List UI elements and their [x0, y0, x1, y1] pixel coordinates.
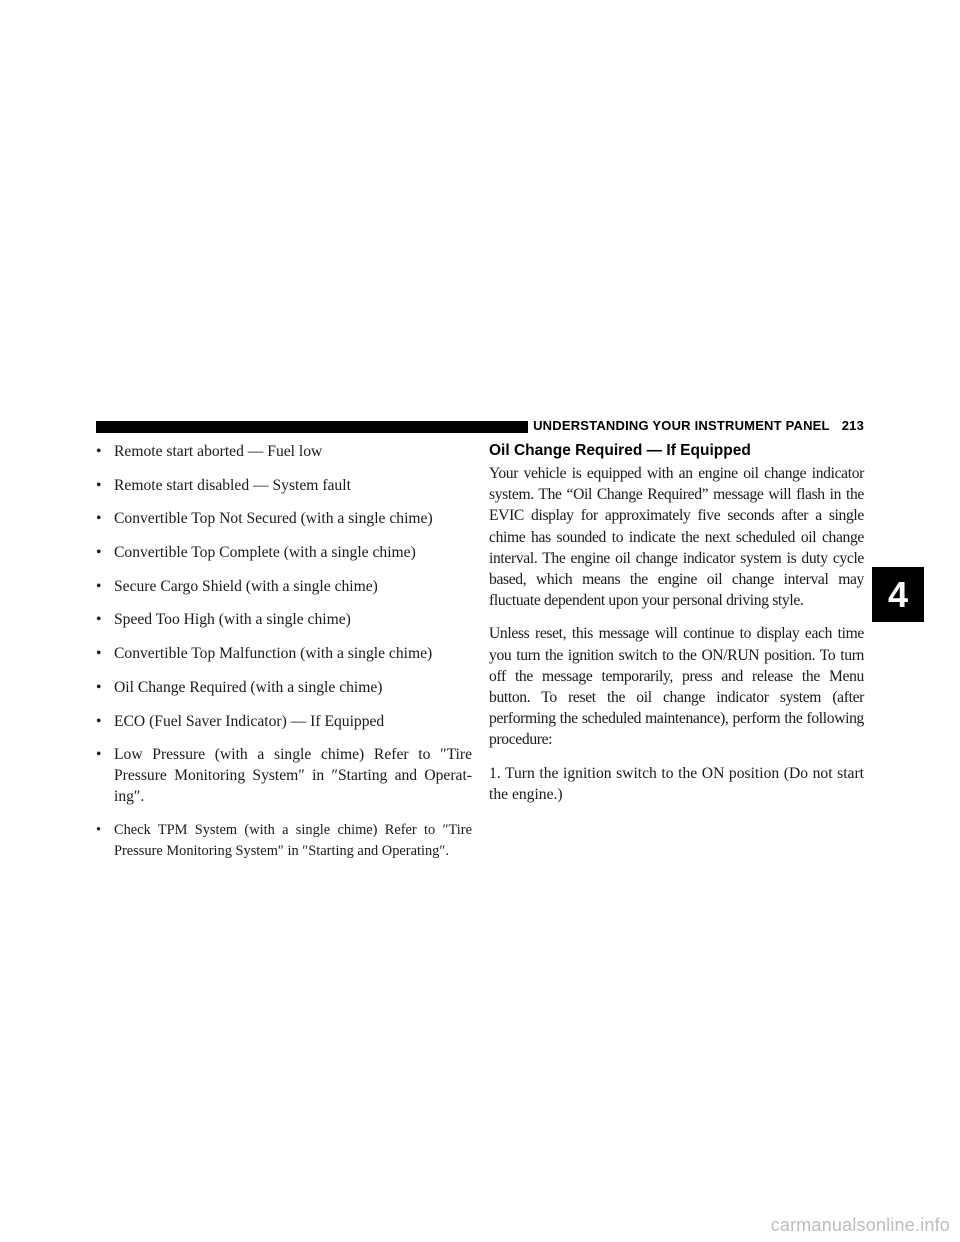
list-item — [96, 609, 472, 630]
list-item-text: Speed Too High (with a single chime) — [114, 611, 351, 629]
oil-change-section — [489, 441, 864, 817]
procedure-step: 1. Turn the ignition switch to the ON position (Do not start the engine.) — [489, 764, 864, 803]
list-item-text: Remote start disabled — System fault — [114, 476, 351, 494]
list-item — [96, 576, 472, 597]
list-item-text: Low Pressure (with a single chime) Refer to ″Tire Pressure Monitoring System″ in ″Starting and Operating″. — [114, 746, 472, 806]
list-item — [96, 542, 472, 563]
bullet-icon: • — [96, 443, 102, 460]
list-item — [96, 508, 472, 529]
list-item — [96, 744, 472, 807]
message-list — [96, 441, 472, 862]
list-item-text: Convertible Top Malfunction (with a single chime) — [114, 645, 433, 663]
bullet-icon: • — [96, 577, 102, 595]
list-item-text: Remote start aborted — Fuel low — [114, 443, 323, 460]
list-item — [96, 475, 472, 496]
bullet-icon: • — [96, 678, 102, 696]
header-rule — [96, 421, 528, 433]
bullet-icon: • — [96, 544, 102, 562]
list-item-text: Oil Change Required (with a single chime) — [114, 678, 383, 696]
bullet-icon: • — [96, 712, 102, 730]
list-item-text: Convertible Top Not Secured (with a single chime) — [114, 510, 433, 528]
list-item — [96, 820, 472, 862]
chapter-tab: 4 — [872, 567, 924, 622]
running-header — [533, 418, 864, 433]
body-paragraph: Unless reset, this message will continue to display each time you turn the ignition switch to the ON/RUN position. To turn off the message temporarily, press and release the Menu button. To reset the oil change indicator system (after performing the scheduled maintenance), perform the following procedure: — [489, 625, 864, 749]
bullet-icon: • — [96, 746, 102, 764]
page-number: 213 — [841, 418, 864, 433]
message-list-column — [96, 441, 472, 875]
bullet-icon: • — [96, 645, 102, 663]
watermark: carmanualsonline.info — [770, 1215, 950, 1235]
bullet-icon: • — [96, 611, 102, 629]
list-item — [96, 711, 472, 732]
list-item-text: Secure Cargo Shield (with a single chime) — [114, 577, 378, 595]
bullet-icon: • — [96, 476, 102, 494]
section-heading: Oil Change Required — If Equipped — [489, 442, 751, 459]
list-item-text: Check TPM System (with a single chime) Refer to ″Tire Pressure Monitoring System″ in ″Starting and Operating″. — [114, 821, 472, 859]
list-item — [96, 441, 472, 462]
bullet-icon: • — [96, 510, 102, 528]
bullet-icon: • — [96, 821, 102, 838]
list-item — [96, 643, 472, 664]
body-paragraph: Your vehicle is equipped with an engine oil change indicator system. The “Oil Change Required” message will flash in the EVIC display for approximately five seconds after a single chime has sounded to indicate the next scheduled oil change interval. The engine oil change indicator system is duty cycle based, which means the engine oil change interval may fluctuate dependent upon your personal driving style. — [489, 465, 864, 610]
header-section-title: UNDERSTANDING YOUR INSTRUMENT PANEL — [533, 418, 830, 433]
list-item — [96, 677, 472, 698]
list-item-text: ECO (Fuel Saver Indicator) — If Equipped — [114, 712, 385, 730]
list-item-text: Convertible Top Complete (with a single chime) — [114, 544, 416, 562]
